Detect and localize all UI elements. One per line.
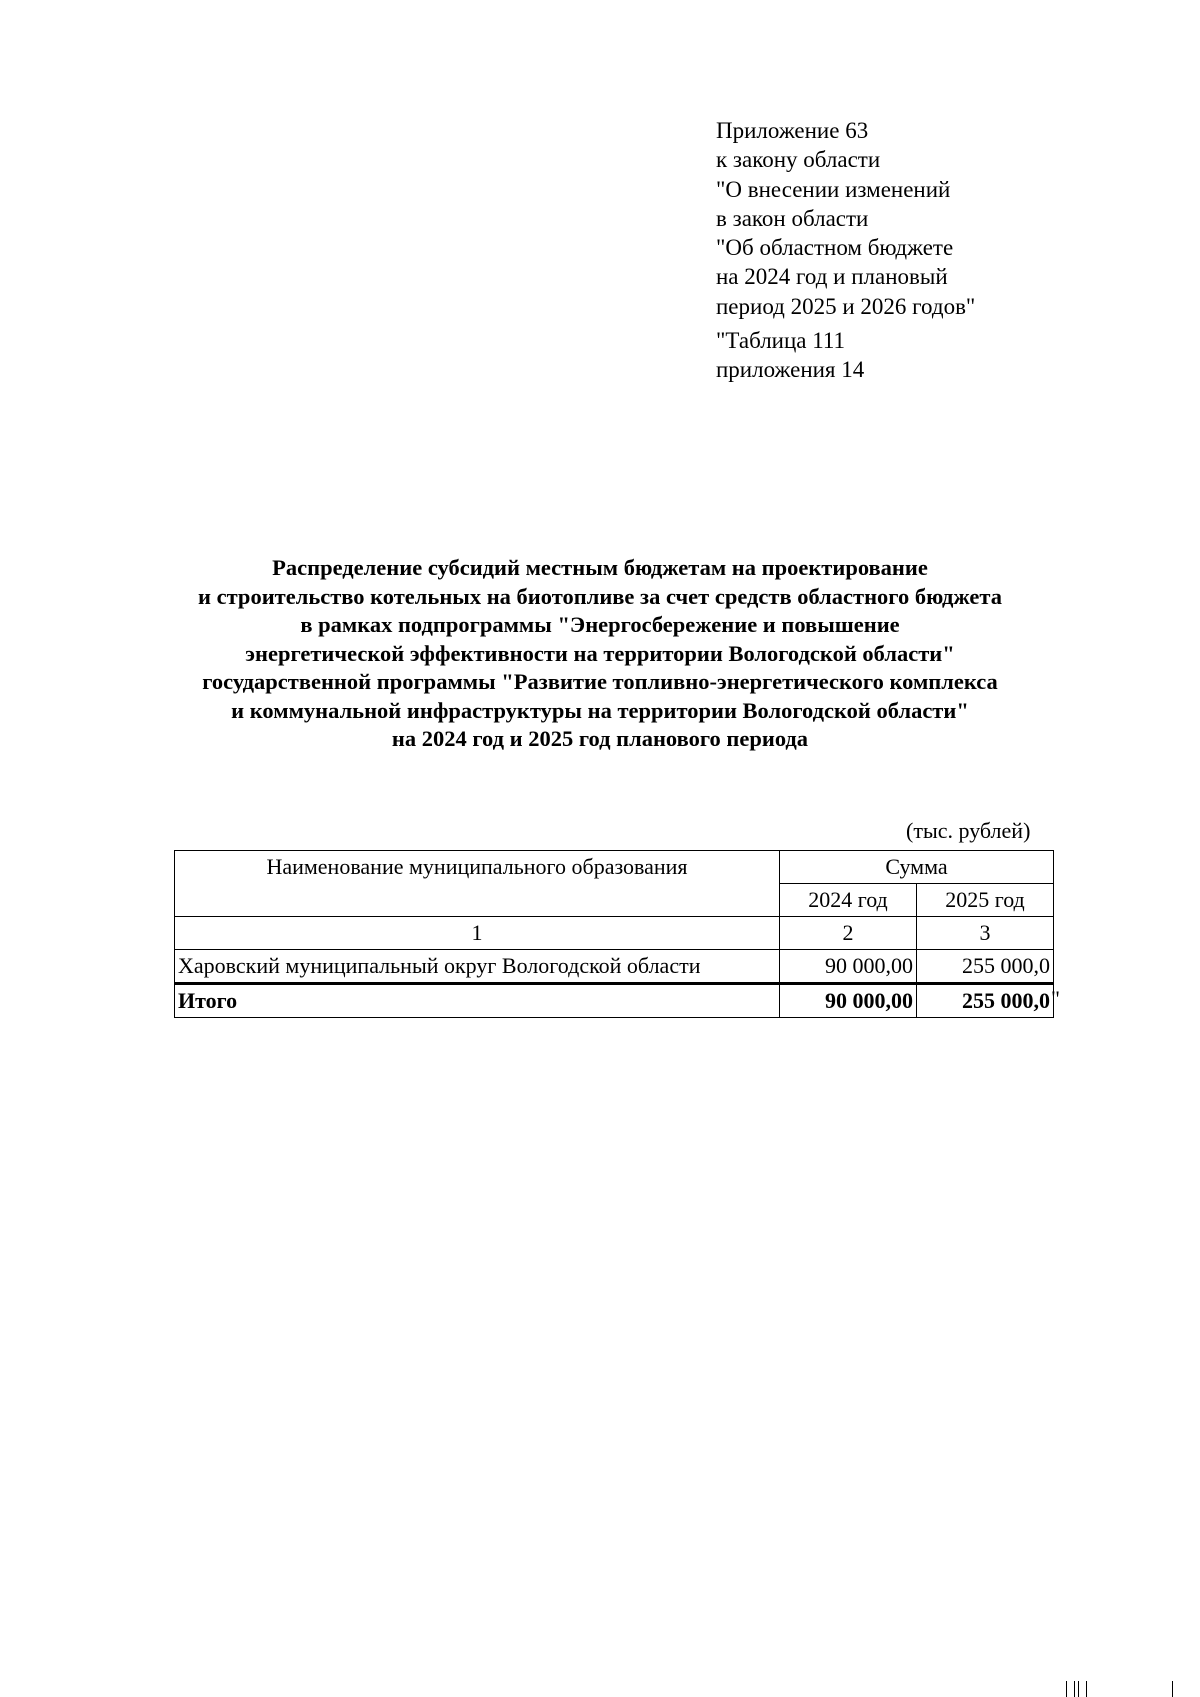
scan-artifact-mark (1172, 1681, 1173, 1697)
column-number-3: 3 (917, 917, 1054, 950)
appendix-line: к закону области (716, 147, 881, 173)
closing-quote: " (1051, 986, 1060, 1011)
municipality-name-cell: Харовский муниципальный округ Вологодской области (175, 950, 780, 984)
title-line: и строительство котельных на биотопливе за счет средств областного бюджета (198, 583, 1002, 609)
title-line: в рамках подпрограммы "Энергосбережение и повышение (300, 612, 900, 637)
table-reference-line: "Таблица 111 (716, 328, 846, 354)
appendix-line: в закон области (716, 205, 869, 231)
total-row (175, 984, 1054, 1018)
amount-2025-cell: 255 000,0 (917, 950, 1054, 984)
appendix-line: период 2025 и 2026 годов" (716, 293, 976, 319)
scan-artifact-mark (1086, 1681, 1087, 1697)
scan-artifact-mark (1066, 1681, 1067, 1697)
header-sum: Сумма (780, 851, 1054, 884)
total-label-cell: Итого (175, 984, 780, 1018)
scan-artifact-mark (1074, 1681, 1075, 1697)
units-label: (тыс. рублей) (906, 818, 1031, 843)
total-2025-cell: 255 000,0 (917, 984, 1054, 1018)
appendix-line: на 2024 год и плановый (716, 264, 948, 290)
header-municipality: Наименование муниципального образования (175, 851, 780, 917)
header-year-2025: 2025 год (917, 884, 1054, 917)
appendix-line: "Об областном бюджете (716, 235, 954, 261)
column-number-2: 2 (780, 917, 917, 950)
document-title (100, 554, 1100, 754)
subsidy-table (174, 850, 1054, 1018)
column-number-1: 1 (175, 917, 780, 950)
table-row (175, 950, 1054, 984)
appendix-line: Приложение 63 (716, 118, 869, 143)
scan-artifact-mark (1078, 1681, 1079, 1697)
column-numbering-row (175, 917, 1054, 950)
title-line: государственной программы "Развитие топливно-энергетического комплекса (202, 669, 998, 694)
header-year-2024: 2024 год (780, 884, 917, 917)
amount-2024-cell: 90 000,00 (780, 950, 917, 984)
title-line: Распределение субсидий местным бюджетам на проектирование (272, 555, 928, 580)
title-line: и коммунальной инфраструктуры на территории Вологодской области" (231, 697, 969, 723)
table-header-row (175, 851, 1054, 884)
title-line: на 2024 год и 2025 год планового периода (391, 726, 809, 751)
appendix-line: "О внесении изменений (716, 176, 951, 202)
total-2024-cell: 90 000,00 (780, 984, 917, 1018)
table-reference-line: приложения 14 (716, 357, 865, 383)
title-line: энергетической эффективности на территории Вологодской области" (245, 640, 955, 666)
appendix-header (716, 116, 975, 385)
